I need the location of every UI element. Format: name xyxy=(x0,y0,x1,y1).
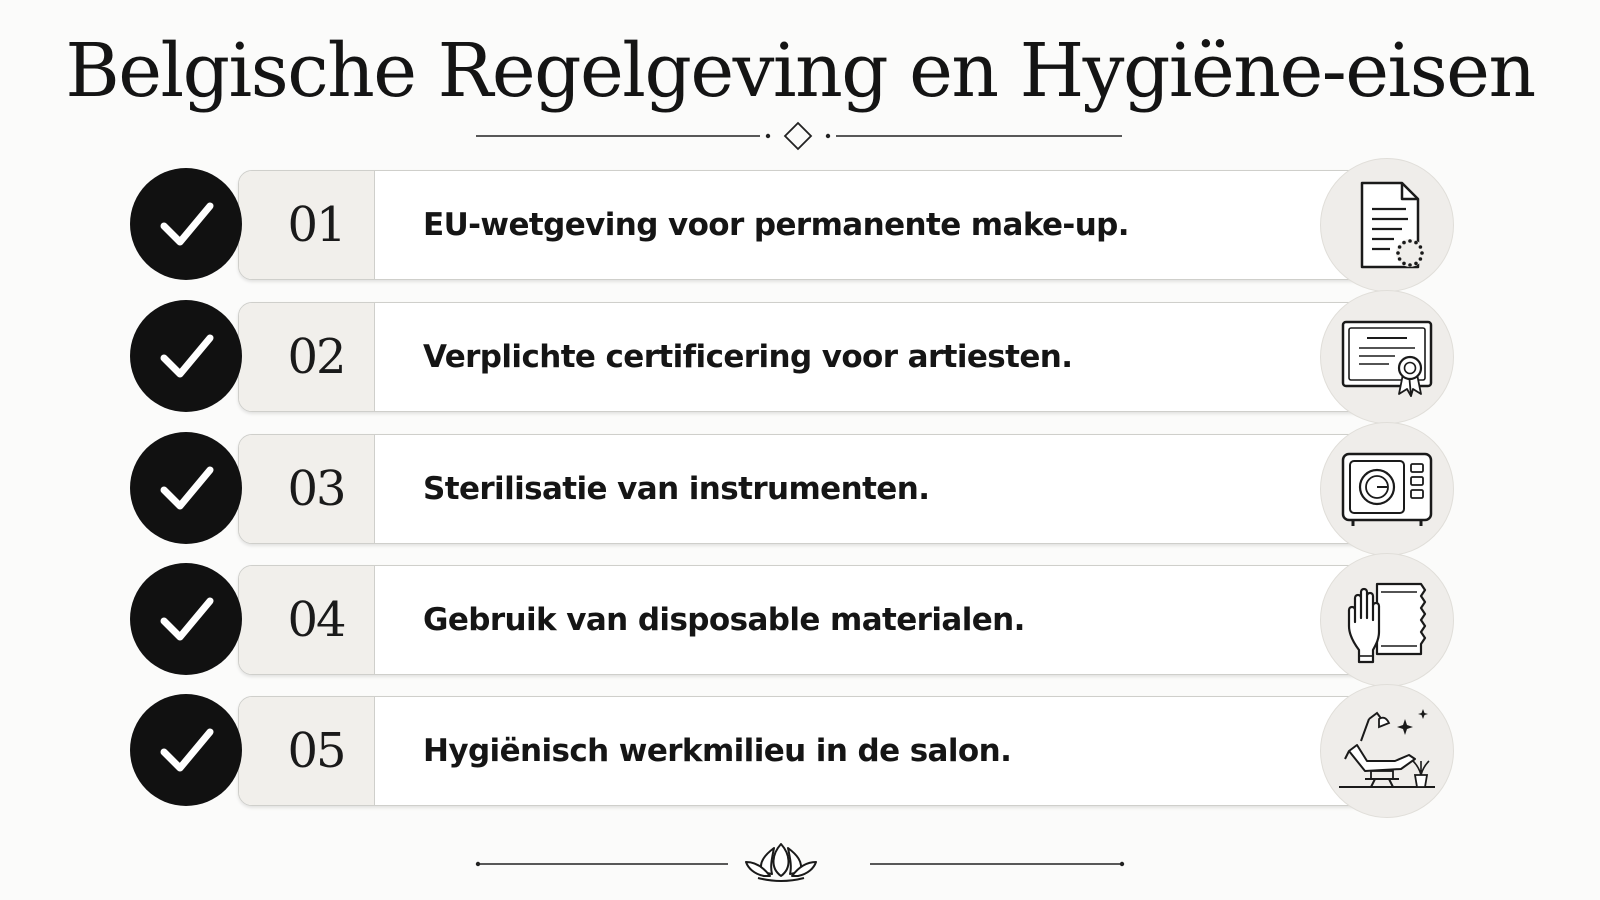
list-item-card xyxy=(238,170,1368,280)
page-title: Belgische Regelgeving en Hygiëne-eisen xyxy=(65,28,1535,114)
list-item xyxy=(128,561,1468,677)
item-number: 01 xyxy=(287,197,345,253)
list-item-card xyxy=(238,434,1368,544)
top-divider xyxy=(0,116,1600,156)
list-item xyxy=(128,298,1468,414)
item-label: Sterilisatie van instrumenten. xyxy=(423,471,930,507)
checkmark-icon xyxy=(130,563,242,675)
list-item xyxy=(128,166,1468,282)
checkmark-icon xyxy=(130,168,242,280)
list-item-card xyxy=(238,565,1368,675)
item-number: 05 xyxy=(287,723,345,779)
salon-chair-icon xyxy=(1320,684,1454,818)
list-item-card xyxy=(238,696,1368,806)
autoclave-sterilizer-icon xyxy=(1320,422,1454,556)
item-number: 04 xyxy=(287,592,345,648)
item-label: Hygiënisch werkmilieu in de salon. xyxy=(423,733,1012,769)
item-label: Gebruik van disposable materialen. xyxy=(423,602,1025,638)
item-label: EU-wetgeving voor permanente make-up. xyxy=(423,207,1129,243)
list-item-card xyxy=(238,302,1368,412)
glove-and-packet-icon xyxy=(1320,553,1454,687)
lotus-icon xyxy=(746,844,816,881)
item-number: 02 xyxy=(287,329,345,385)
bottom-divider xyxy=(0,840,1600,884)
checkmark-icon xyxy=(130,694,242,806)
list-item xyxy=(128,430,1468,546)
certificate-icon xyxy=(1320,290,1454,424)
item-label: Verplichte certificering voor artiesten. xyxy=(423,339,1073,375)
checkmark-icon xyxy=(130,300,242,412)
eu-document-icon xyxy=(1320,158,1454,292)
list-item xyxy=(128,692,1468,808)
item-number: 03 xyxy=(287,461,345,517)
checkmark-icon xyxy=(130,432,242,544)
